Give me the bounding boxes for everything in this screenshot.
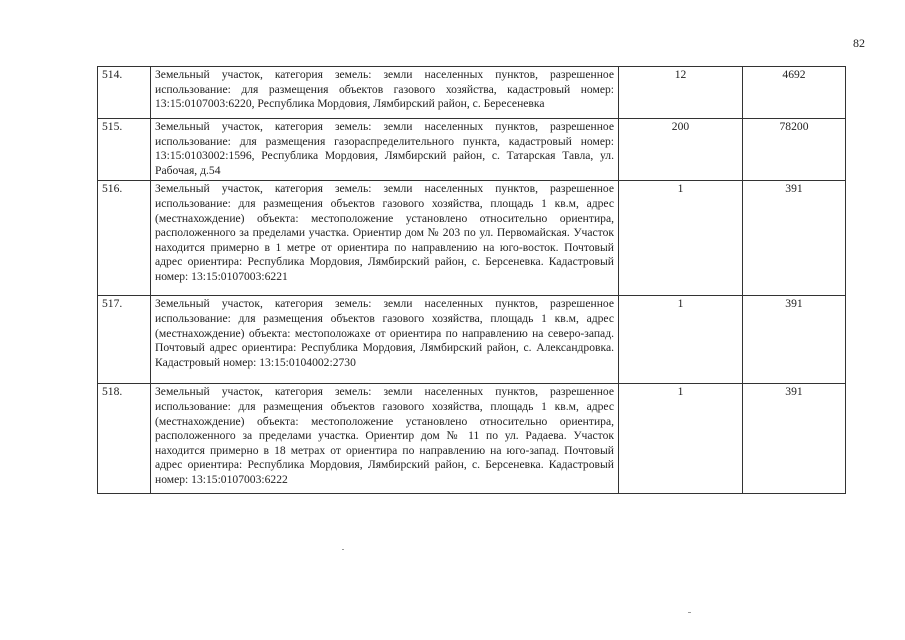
plot-area: 1 <box>619 181 743 296</box>
plot-value: 4692 <box>743 67 846 119</box>
plot-description: Земельный участок, категория земель: земли населенных пунктов, разрешенное использование: для размещения объектов газового хозяйства, площадь 1 кв.м, адрес (местнахождение) объекта: местоположахе от ориентира по направлению на северо-запад. Почтовый адрес ориентира: Республика Мордовия, Лямбирский район, с. Александровка. Кадастровый номер: 13:15:0104002:2730 <box>151 296 619 384</box>
plot-description: Земельный участок, категория земель: земли населенных пунктов, разрешенное использование: для размещения газораспределительного пункта, кадастровый номер: 13:15:0103002:1596, Республика Мордовия, Лямбирский район, с. Татарская Тавла, ул. Рабочая, д.54 <box>151 119 619 181</box>
row-number: 517. <box>98 296 151 384</box>
table-row <box>98 384 846 494</box>
plot-value: 391 <box>743 296 846 384</box>
plot-area: 1 <box>619 296 743 384</box>
table-row <box>98 119 846 181</box>
plot-area: 1 <box>619 384 743 494</box>
table-row <box>98 67 846 119</box>
page-number: 82 <box>853 36 865 50</box>
plot-area: 12 <box>619 67 743 119</box>
plot-value: 391 <box>743 384 846 494</box>
plot-value: 78200 <box>743 119 846 181</box>
row-number: 514. <box>98 67 151 119</box>
table-row <box>98 181 846 296</box>
row-number: 515. <box>98 119 151 181</box>
table-row <box>98 296 846 384</box>
scan-speck <box>688 612 691 613</box>
row-number: 518. <box>98 384 151 494</box>
plot-description: Земельный участок, категория земель: земли населенных пунктов, разрешенное использование: для размещения объектов газового хозяйства, площадь 1 кв.м, адрес (местнахождение) объекта: местоположение установлено относительно ориентира, расположенного за пределами участка. Ориентир дом № 11 по ул. Радаева. Участок находится примерно в 18 метрах от ориентира по направлению на юго-запад. Почтовый адрес ориентира: Республика Мордовия, Лямбирский район, с. Берсеневка. Кадастровый номер: 13:15:0107003:6222 <box>151 384 619 494</box>
land-plot-table <box>97 66 846 494</box>
plot-area: 200 <box>619 119 743 181</box>
scan-speck <box>342 549 344 550</box>
plot-description: Земельный участок, категория земель: земли населенных пунктов, разрешенное использование: для размещения объектов газового хозяйства, кадастровый номер: 13:15:0107003:6220, Республика Мордовия, Лямбирский район, с. Бересеневка <box>151 67 619 119</box>
plot-description: Земельный участок, категория земель: земли населенных пунктов, разрешенное использование: для размещения объектов газового хозяйства, площадь 1 кв.м, адрес (местнахождение) объекта: местоположение установлено относительно ориентира, расположенного за пределами участка. Ориентир дом № 203 по ул. Первомайская. Участок находится примерно в 1 метре от ориентира по направлению на юго-восток. Почтовый адрес ориентира: Республика Мордовия, Лямбирский район, с. Берсеневка. Кадастровый номер: 13:15:0107003:6221 <box>151 181 619 296</box>
row-number: 516. <box>98 181 151 296</box>
plot-value: 391 <box>743 181 846 296</box>
